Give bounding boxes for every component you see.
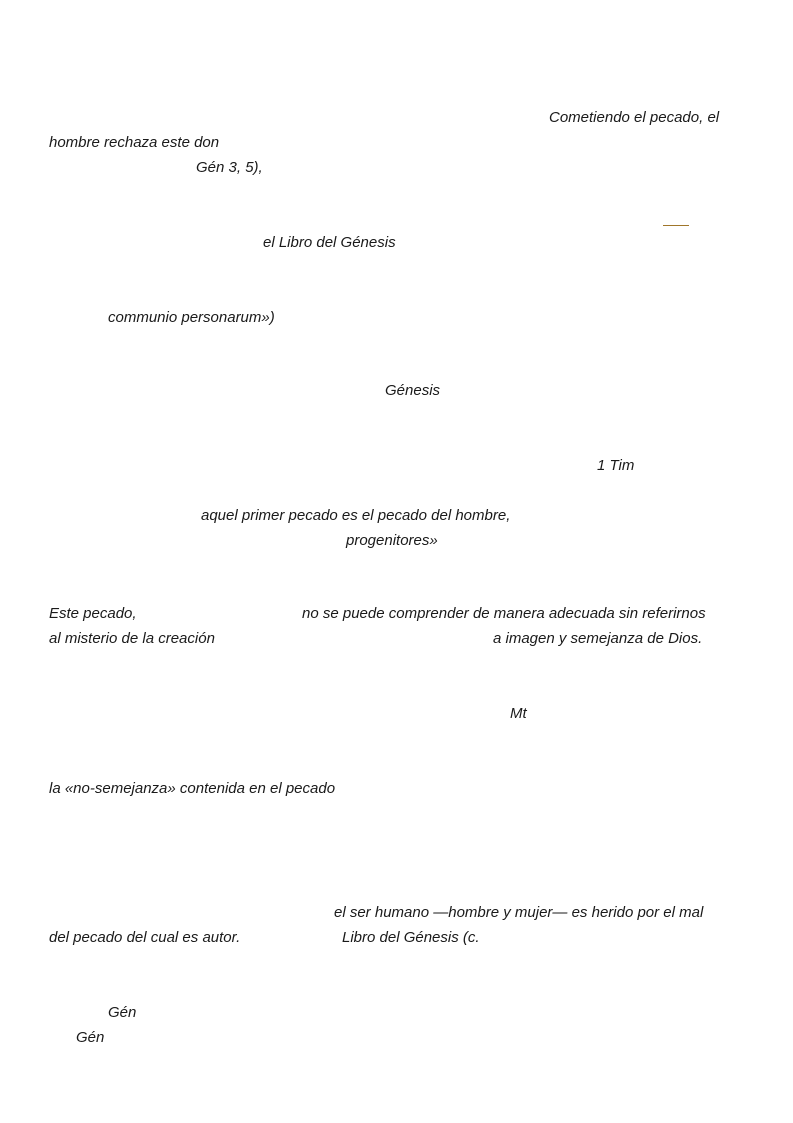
text-fragment: hombre rechaza este don [49, 134, 220, 151]
text-fragment: la «no-semejanza» contenida en el pecado [49, 780, 336, 797]
text-fragment: Mt [510, 705, 527, 722]
text-fragment: del pecado del cual es autor. [49, 929, 241, 946]
text-fragment: aquel primer pecado es el pecado del hombre, [201, 507, 511, 524]
text-fragment: Gén [108, 1004, 137, 1021]
text-fragment: Cometiendo el pecado, el [549, 109, 720, 126]
footnote-link-rule[interactable] [663, 225, 689, 226]
text-fragment: 1 Tim [597, 457, 635, 474]
text-fragment: progenitores» [346, 532, 438, 549]
text-fragment: no se puede comprender de manera adecuada sin referirnos [302, 605, 706, 622]
text-fragment: al misterio de la creación [49, 630, 215, 647]
text-fragment: a imagen y semejanza de Dios. [493, 630, 703, 647]
text-fragment: Libro del Génesis (c. [342, 929, 480, 946]
text-fragment: el Libro del Génesis [263, 234, 396, 251]
text-fragment: Este pecado, [49, 605, 137, 622]
text-fragment: Gén [76, 1029, 105, 1046]
text-fragment: Gén 3, 5), [196, 159, 263, 176]
text-fragment: Génesis [385, 382, 441, 399]
text-fragment: el ser humano —hombre y mujer— es herido por el mal [334, 904, 704, 921]
text-fragment: communio personarum») [108, 309, 275, 326]
